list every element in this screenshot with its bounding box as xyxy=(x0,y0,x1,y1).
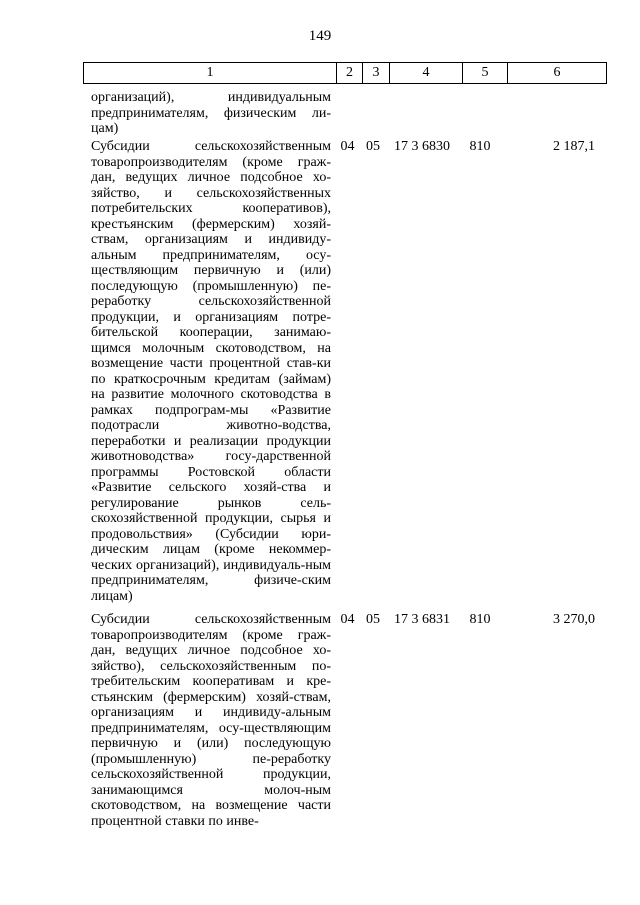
cell-section: 04 xyxy=(340,139,355,154)
cell-subsection: 05 xyxy=(366,139,380,154)
cell-amount: 3 270,0 xyxy=(553,612,595,627)
description-text: Субсидии сельскохозяйственным товаропроизводителям (кроме граж-дан, ведущих личное подсобное хо-зяйство, и сельскохозяйственных потребительских кооперативов), крестьянским (фермерским) хозяй-ствам, организациям и индивиду-альным предпринимателям, осу-ществляющим первичную и (или) последующую (промышленную) пе-реработку сельскохозяйственной продукции, и организациям потре-бительской кооперации, занимаю-щимся молочным скотоводством, на возмещение части процентной став-ки по краткосрочным кредитам (займам) на развитие молочного скотоводства в рамках подпрограм-мы «Развитие подотрасли животно-водства, переработки и реализации продукции животноводства» госу-дарственной программы Ростовской области «Развитие сельского хозяй-ства и регулирование рынков сель-скохозяйственной продукции, сырья и продовольствия» (Субсидии юри-дическим лицам (кроме некоммер-ческих организаций), индивидуаль-ным предпринимателям, физиче-ским лицам) xyxy=(91,139,331,604)
cell-section: 04 xyxy=(340,612,355,627)
page-number: 149 xyxy=(308,28,332,44)
cell-subsection: 05 xyxy=(366,612,380,627)
column-header-4: 4 xyxy=(390,63,463,84)
column-header-row xyxy=(83,62,607,84)
cell-target-article: 17 3 6831 xyxy=(394,612,450,627)
description-text: Субсидии сельскохозяйственным товаропроизводителям (кроме граж-дан, ведущих личное подсобное хо-зяйство), сельскохозяйственным по-требительским кооперативам и кре-стьянским (фермерским) хозяй-ствам, организациям и индивиду-альным предпринимателям, осу-ществляющим первичную и (или) последующую (промышленную) пе-реработку сельскохозяйственной продукции, занимающимся молоч-ным скотоводством, на возмещение части процентной ставки по инве- xyxy=(91,612,331,829)
description-text: организаций), индивидуальным предпринимателям, физическим ли-цам) xyxy=(91,90,331,136)
cell-expense-type: 810 xyxy=(469,612,491,627)
row-description xyxy=(91,90,331,137)
cell-expense-type: 810 xyxy=(469,139,491,154)
row-description xyxy=(91,612,331,829)
cell-amount: 2 187,1 xyxy=(553,139,595,154)
column-header-1: 1 xyxy=(84,63,337,84)
row-description xyxy=(91,139,331,604)
column-header-6: 6 xyxy=(508,63,607,84)
cell-target-article: 17 3 6830 xyxy=(394,139,450,154)
column-header-3: 3 xyxy=(363,63,390,84)
column-header-2: 2 xyxy=(337,63,363,84)
column-header-5: 5 xyxy=(463,63,508,84)
